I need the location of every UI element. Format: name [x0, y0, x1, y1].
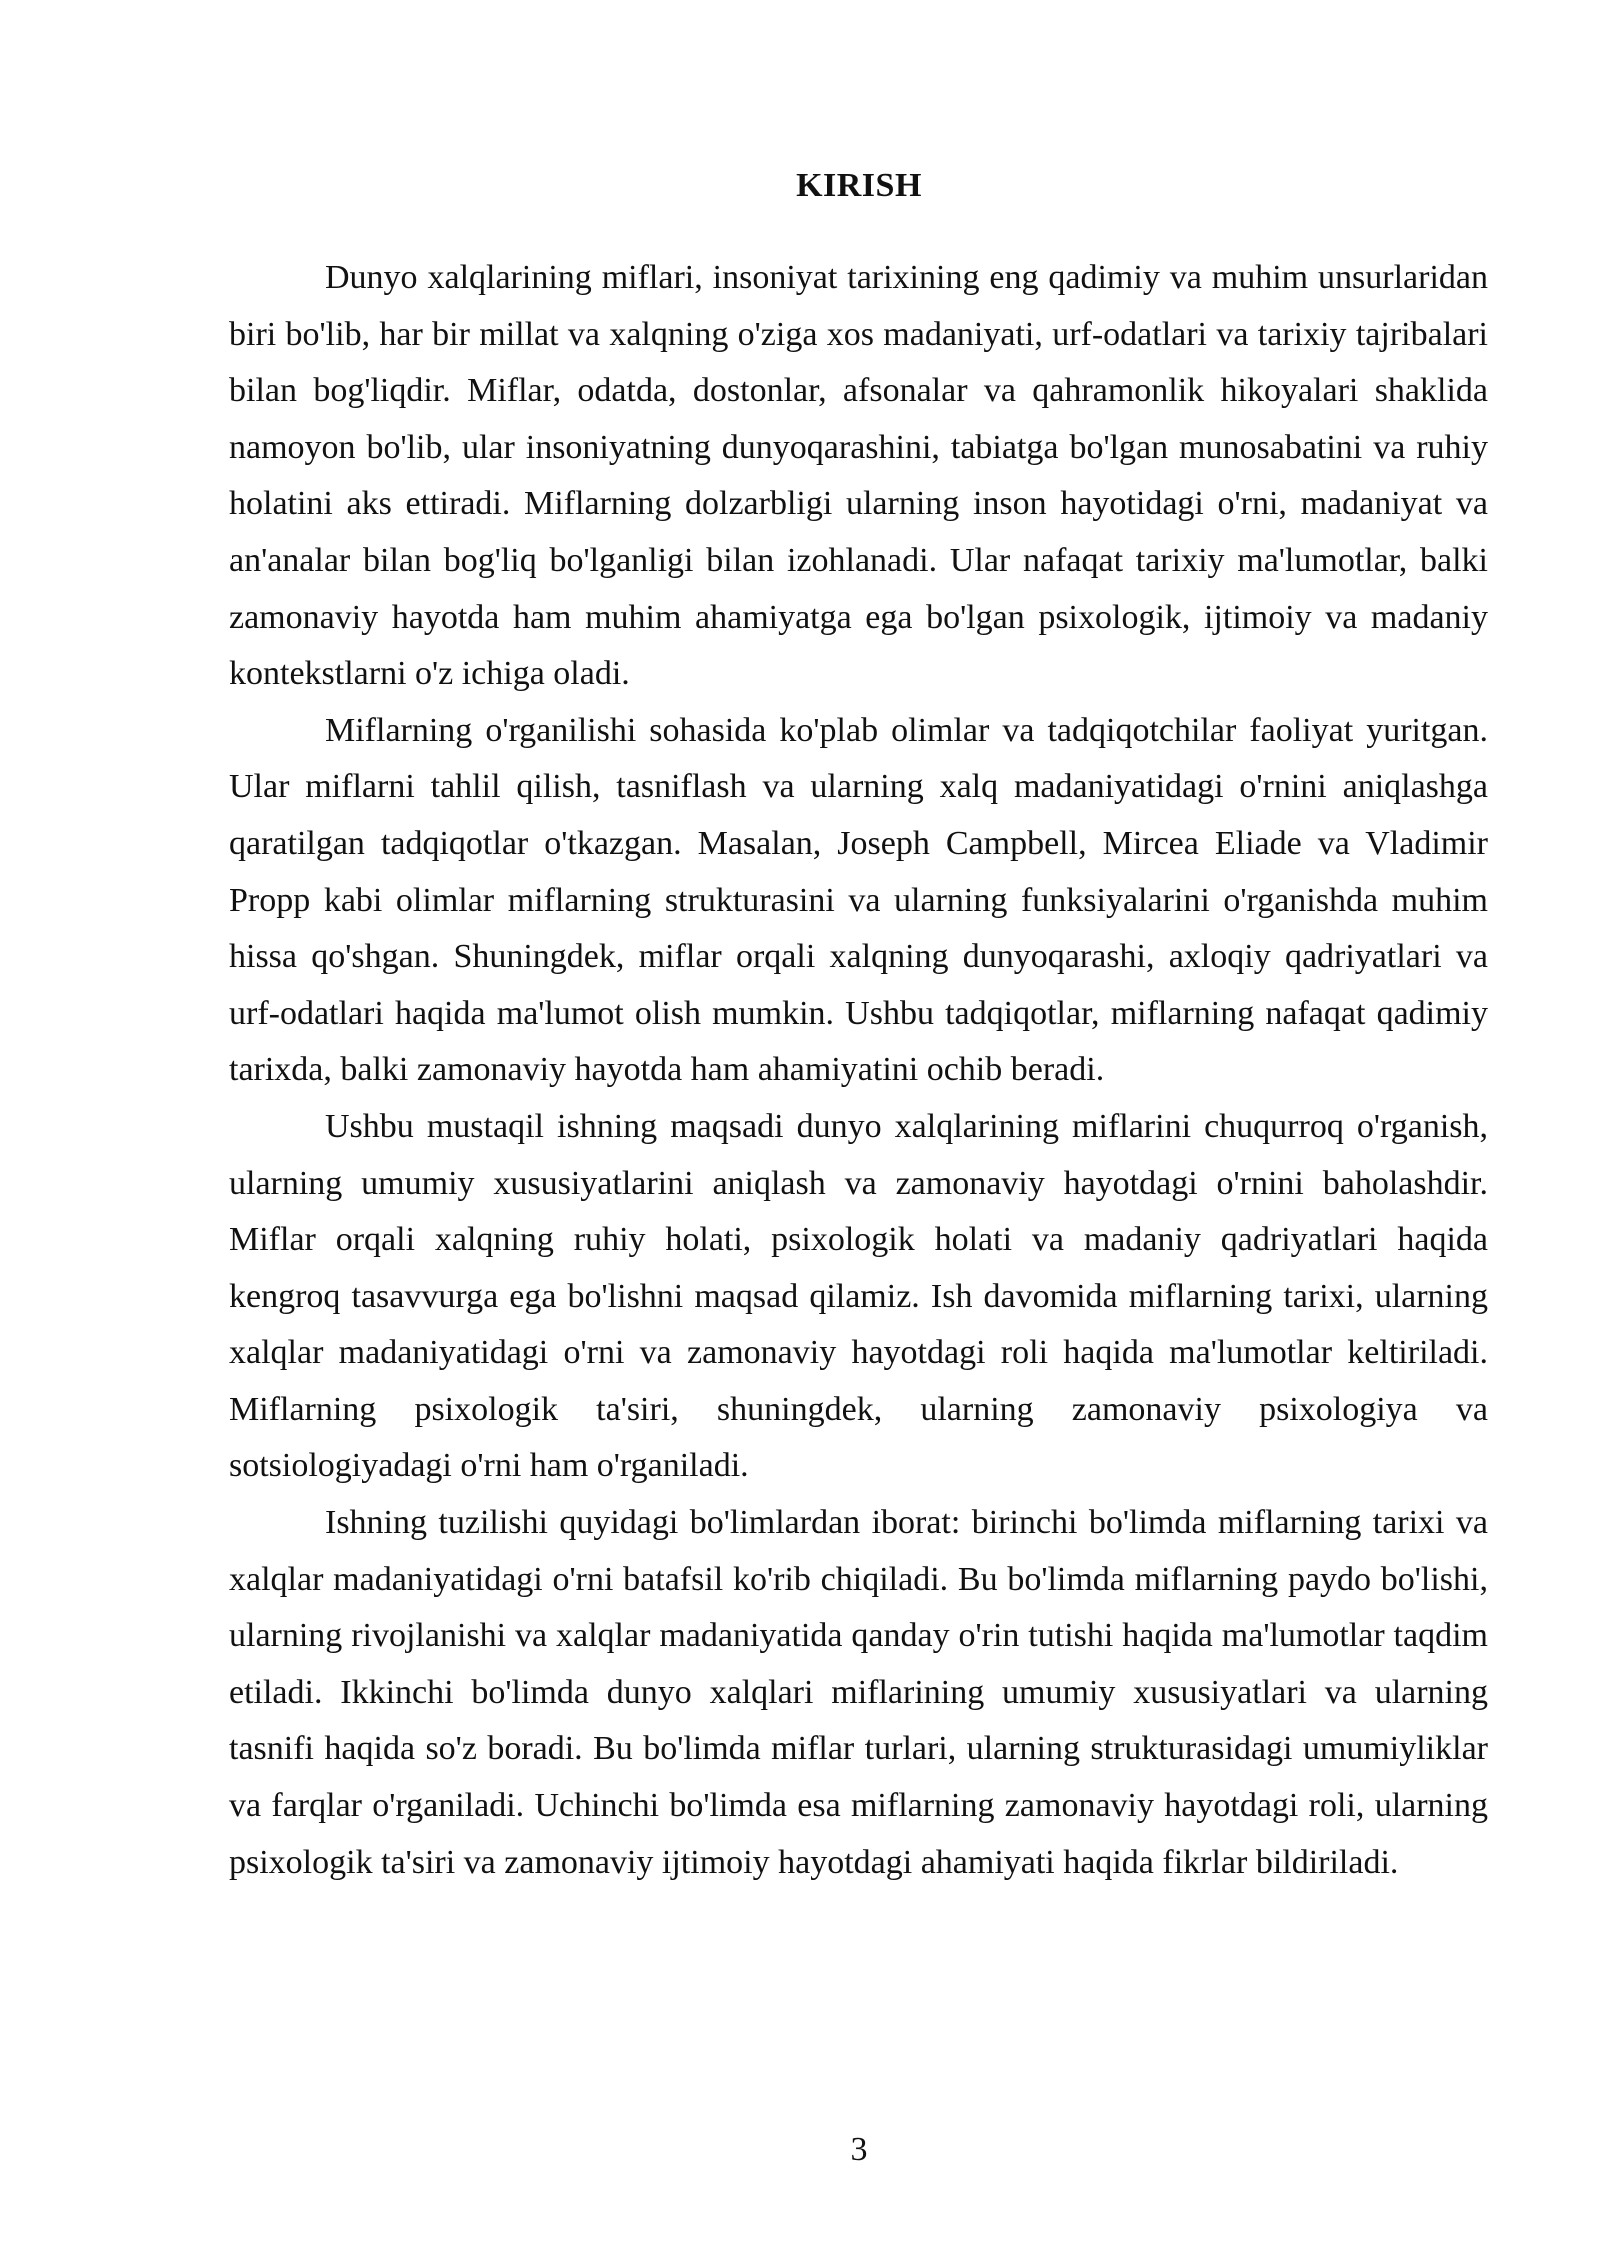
page-number: 3	[850, 2131, 868, 2168]
paragraph-3: Ushbu mustaqil ishning maqsadi dunyo xalqlarining miflarini chuqurroq o'rganish, ularning umumiy xususiyatlarini aniqlash va zamonaviy hayotdagi o'rnini baholashdir. Miflar orqali xalqning ruhiy holati, psixologik holati va madaniy qadriyatlari haqida kengroq tasavvurga ega bo'lishni maqsad qilamiz. Ish davomida miflarning tarixi, ularning xalqlar madaniyatidagi o'rni va zamonaviy hayotdagi roli haqida ma'lumotlar keltiriladi. Miflarning psixologik ta'siri, shuningdek, ularning zamonaviy psixologiya va sotsiologiyadagi o'rni ham o'rganiladi.	[229, 1107, 1488, 1485]
paragraph-2: Miflarning o'rganilishi sohasida ko'plab olimlar va tadqiqotchilar faoliyat yuritgan. Ular miflarni tahlil qilish, tasniflash va ularning xalq madaniyatidagi o'rnini aniqlashga qaratilgan tadqiqotlar o'tkazgan. Masalan, Joseph Campbell, Mircea Eliade va Vladimir Propp kabi olimlar miflarning strukturasini va ularning funksiyalarini o'rganishda muhim hissa qo'shgan. Shuningdek, miflar orqali xalqning dunyoqarashi, axloqiy qadriyatlari va urf-odatlari haqida ma'lumot olish mumkin. Ushbu tadqiqotlar, miflarning nafaqat qadimiy tarixda, balki zamonaviy hayotda ham ahamiyatini ochib beradi.	[229, 711, 1488, 1089]
page-title: KIRISH	[796, 167, 922, 204]
paragraph-1: Dunyo xalqlarining miflari, insoniyat tarixining eng qadimiy va muhim unsurlaridan biri bo'lib, har bir millat va xalqning o'ziga xos madaniyati, urf-odatlari va tarixiy tajribalari bilan bog'liqdir. Miflar, odatda, dostonlar, afsonalar va qahramonlik hikoyalari shaklida namoyon bo'lib, ular insoniyatning dunyoqarashini, tabiatga bo'lgan munosabatini va ruhiy holatini aks ettiradi. Miflarning dolzarbligi ularning inson hayotidagi o'rni, madaniyat va an'analar bilan bog'liq bo'lganligi bilan izohlanadi. Ular nafaqat tarixiy ma'lumotlar, balki zamonaviy hayotda ham muhim ahamiyatga ega bo'lgan psixologik, ijtimoiy va madaniy kontekstlarni o'z ichiga oladi.	[229, 259, 1488, 693]
paragraph-4: Ishning tuzilishi quyidagi bo'limlardan iborat: birinchi bo'limda miflarning tarixi va xalqlar madaniyatidagi o'rni batafsil ko'rib chiqiladi. Bu bo'limda miflarning paydo bo'lishi, ularning rivojlanishi va xalqlar madaniyatida qanday o'rin tutishi haqida ma'lumotlar taqdim etiladi. Ikkinchi bo'limda dunyo xalqlari miflarining umumiy xususiyatlari va ularning tasnifi haqida so'z boradi. Bu bo'limda miflar turlari, ularning strukturasidagi umumiyliklar va farqlar o'rganiladi. Uchinchi bo'limda esa miflarning zamonaviy hayotdagi roli, ularning psixologik ta'siri va zamonaviy ijtimoiy hayotdagi ahamiyati haqida fikrlar bildiriladi.	[229, 1504, 1488, 1881]
body-text	[229, 250, 1488, 1891]
